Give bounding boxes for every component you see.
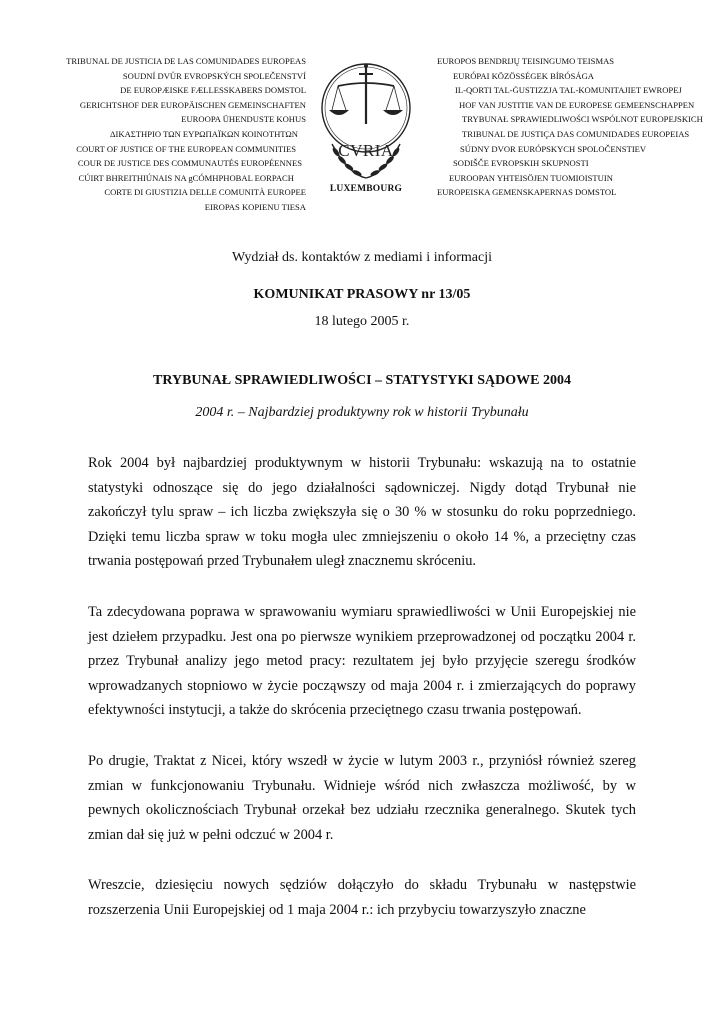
court-name: SOUDNÍ DVŮR EVROPSKÝCH SPOLEČENSTVÍ [122,70,306,81]
header-court-names-right [437,54,724,200]
court-name: SODIŠČE EVROPSKIH SKUPNOSTI [453,158,589,169]
court-name: IL-QORTI TAL-ĠUSTIZZJA TAL-KOMUNITAJIET EWROPEJ [455,85,682,96]
document-body [88,451,636,923]
court-name: EUROPEISKA GEMENSKAPERNAS DOMSTOL [437,187,617,198]
release-date: 18 lutego 2005 r. [314,314,410,329]
court-name: COUR DE JUSTICE DES COMMUNAUTÉS EUROPÉENNES [77,158,302,169]
press-release-number: KOMUNIKAT PRASOWY nr 13/05 [253,287,471,302]
svg-text:CVRIA: CVRIA [338,141,394,160]
court-name: TRYBUNAŁ SPRAWIEDLIWOŚCI WSPÓLNOT EUROPEJSKICH [462,114,703,125]
body-paragraph: Wreszcie, dziesięciu nowych sędziów dołączyło do składu Trybunału w następstwie rozszerzenia Unii Europejskiej od 1 maja 2004 r.: ich przybyciu towarzyszyło znaczne [88,877,636,918]
court-name: EUROOPA ÜHENDUSTE KOHUS [181,114,306,125]
curia-emblem-logo [318,52,414,202]
document-subtitle: 2004 r. – Najbardziej produktywny rok w historii Trybunału [195,405,529,420]
body-paragraph: Ta zdecydowana poprawa w sprawowaniu wymiaru sprawiedliwości w Unii Europejskiej nie jest dziełem przypadku. Jest ona po pierwsze wynikiem przeprowadzonej od początku 2004 r. przez Trybunał analizy jego metod pracy: rezultatem jej było przyjęcie szeregu środków wprowadzanych stopniowo w życie począwszy od maja 2004 r. i zmierzających do poprawy efektywności instytucji, a także do skrócenia przeciętnego czasu trwania postępowań. [88,603,636,719]
court-name: COURT OF JUSTICE OF THE EUROPEAN COMMUNITIES [76,143,296,154]
court-name: TRIBUNAL DE JUSTIÇA DAS COMUNIDADES EUROPEIAS [462,128,690,139]
court-name: HOF VAN JUSTITIE VAN DE EUROPESE GEMEENSCHAPPEN [459,99,695,110]
document-title: TRYBUNAŁ SPRAWIEDLIWOŚCI – STATYSTYKI SĄDOWE 2004 [153,373,571,388]
department-name: Wydział ds. kontaktów z mediami i informacji [231,250,493,265]
header-court-names-left [20,54,306,215]
court-name: TRIBUNAL DE JUSTICIA DE LAS COMUNIDADES EUROPEAS [66,56,306,66]
court-name: SÚDNY DVOR EURÓPSKYCH SPOLOČENSTIEV [460,143,647,154]
court-name: EUROPOS BENDRIJŲ TEISINGUMO TEISMAS [437,56,615,66]
court-name: GERICHTSHOF DER EUROPÄISCHEN GEMEINSCHAFTEN [79,99,306,110]
court-name: EIROPAS KOPIENU TIESA [204,201,306,212]
body-paragraph: Po drugie, Traktat z Nicei, który wszedł w życie w lutym 2003 r., przyniósł również szereg zmian w funkcjonowaniu Trybunału. Widnieje wśród nich zwłaszcza możliwość, by w pewnych okolicznościach Trybunał orzekał bez udziału rzecznika generalnego. Skutek tych zmian dał się już w pełni odczuć w 2004 r. [88,752,636,843]
court-name: EURÓPAI KÖZÖSSÉGEK BÍRÓSÁGA [453,70,595,81]
court-name: CORTE DI GIUSTIZIA DELLE COMUNITÀ EUROPEE [104,187,306,198]
court-name: EUROOPAN YHTEISÖJEN TUOMIOISTUIN [449,172,613,183]
court-name: ΔΙΚΑΣΤΗΡΙΟ ΤΩΝ ΕΥΡΩΠΑΪΚΩΝ ΚΟΙΝΟΤΗΤΩΝ [109,128,298,139]
court-name: CÚIRT BHREITHIÚNAIS NA gCÓMHPHOBAL EORPACH [78,172,294,183]
body-paragraph: Rok 2004 był najbardziej produktywnym w historii Trybunału: wskazują na to ostatnie statystyki odnoszące się do jego działalności sądowniczej. Nigdy dotąd Trybunał nie zakończył tylu spraw – ich liczba zwiększyła się o 30 % w stosunku do roku poprzedniego. Dzięki temu liczba spraw w toku mogła ulec zmniejszeniu o około 14 %, a przeciętny czas trwania postępowań przed Trybunałem uległ znacznemu skróceniu. [88,455,636,570]
logo-city: LUXEMBOURG [329,184,403,194]
court-name: DE EUROPÆISKE FÆLLESSKABERS DOMSTOL [120,85,306,96]
